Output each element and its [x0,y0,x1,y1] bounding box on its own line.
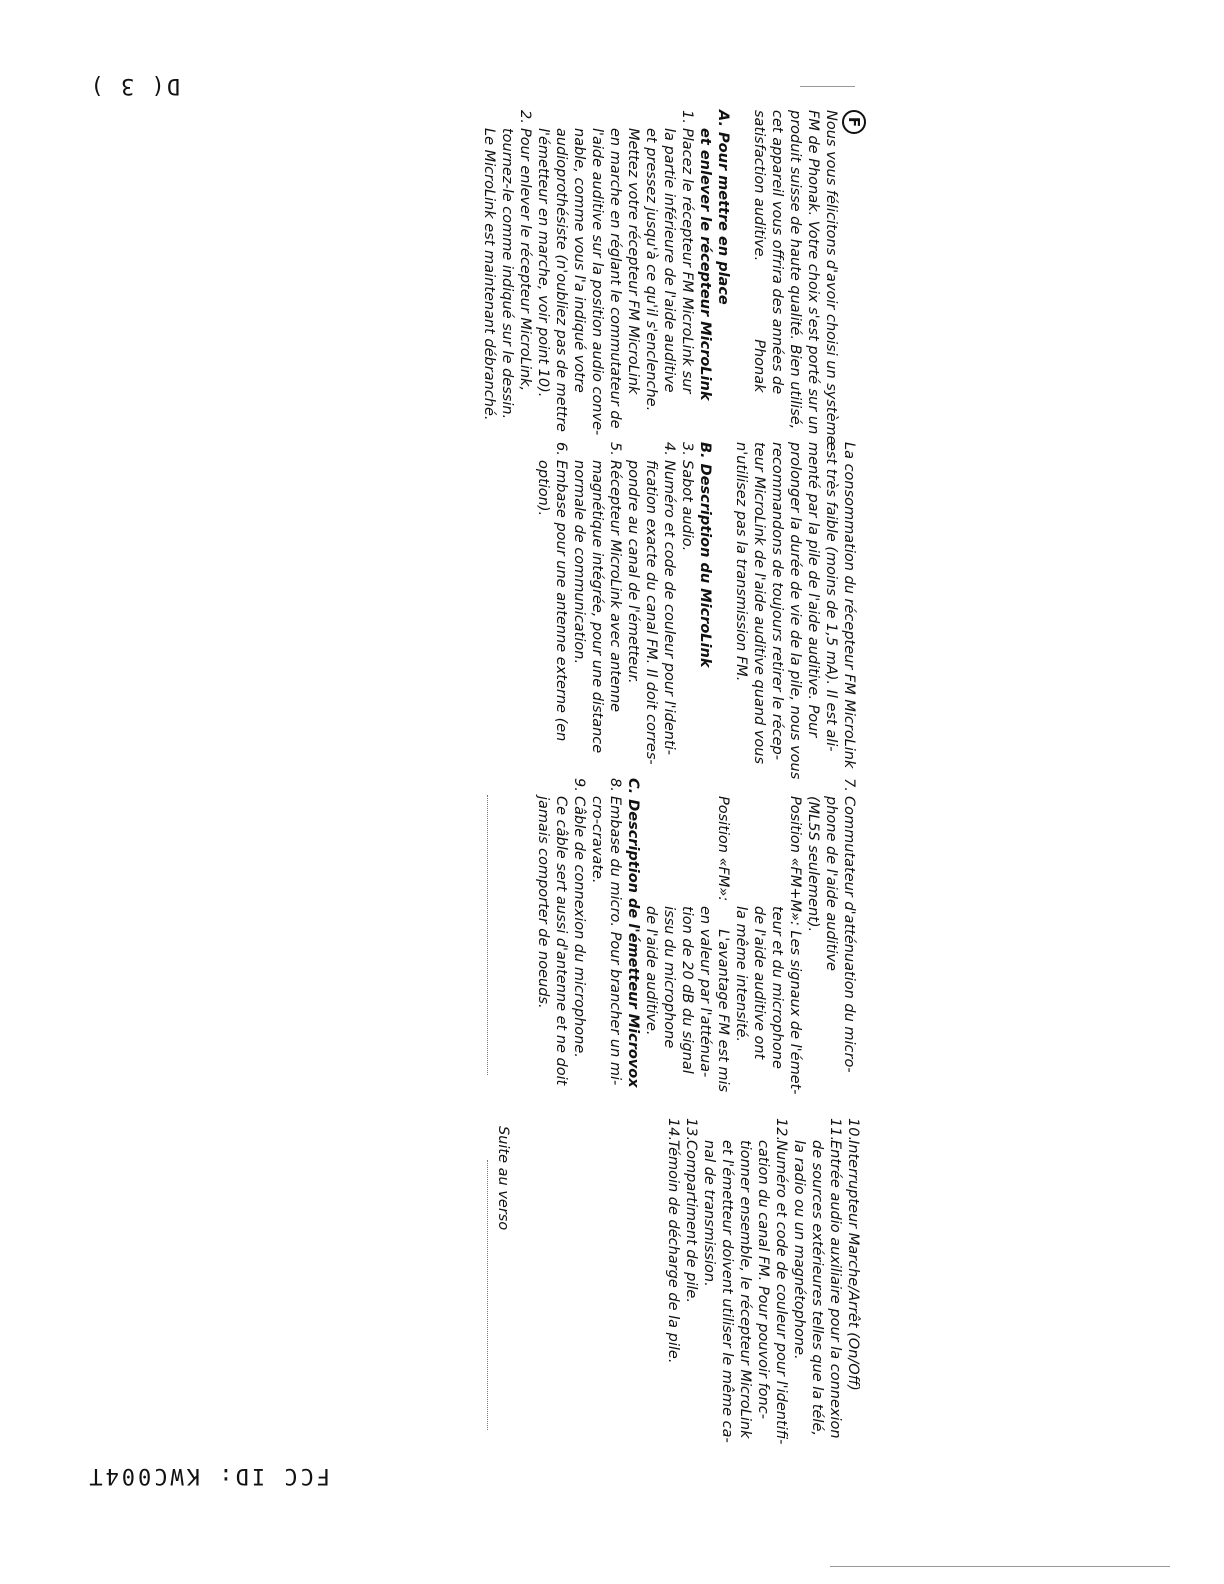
item-9-line: 9.Câble de connexion du microphone. [571,778,587,1058]
item-6-line: 6.Embase pour une antenne externe (en [553,442,569,742]
column-description-b [534,442,858,780]
item-2-line: tournez-le comme indiqué sur le dessin. [499,128,515,420]
item-2-line: Le MicroLink est maintenant débranché. [481,128,497,421]
section-c-title: C. Description de l'émetteur Microvox [625,778,641,1088]
page-marker: D( 3 ) [88,73,180,98]
item-11-line: la radio ou un magnétophone. [791,1140,807,1360]
item-1-line: Mettez votre récepteur FM MicroLink [625,128,641,395]
item-13-line: 13.Compartiment de pile. [683,1118,699,1303]
fcc-id-label: FCC ID: KWC004T [86,1463,330,1488]
item-2-line: 2.Pour enlever le récepteur MicroLink, [517,110,533,392]
item-1-line: nable, comme vous l'a indiqué votre [571,128,587,393]
item-1-line: l'émetteur en marche, voir point 10). [535,128,551,398]
french-language-badge: F [842,110,866,134]
continued-note: Suite au verso [495,1126,511,1231]
fm-position: Position «FM»:L'avantage FM est mis [715,796,731,1093]
item-3-line: 3.Sabot audio. [679,442,695,552]
item-6-line: option). [535,460,551,517]
fmm-line: teur et du microphone [769,906,785,1069]
consumption-line: menté par la pile de l'aide auditive. Pour [805,442,821,738]
item-9-line: jamais comporter de noeuds. [535,796,551,1009]
item-9-line: Ce câble sert aussi d'antenne et ne doit [553,796,569,1086]
item-8-line: cro-cravate. [589,796,605,884]
scan-line-bottom [830,1566,1170,1567]
fm-line: de l'aide auditive. [643,906,659,1036]
item-12-line: 12.Numéro et code de couleur pour l'identifi- [773,1118,789,1445]
item-10-line: 10.Interrupteur Marche/Arrêt (On/Off) [845,1118,861,1391]
consumption-line: La consommation du récepteur FM MicroLink [841,442,857,769]
item-4-line: fication exacte du canal FM. Il doit corres- [643,460,659,765]
section-b-title: B. Description du MicroLink [697,442,713,668]
item-1-line: en marche en réglant le commutateur de [607,128,623,429]
intro-line: FM de Phonak. Votre choix s'est porté sur un [805,110,821,435]
dotted-guide-1 [487,795,488,1075]
intro-line: Nous vous félicitons d'avoir choisi un système [823,110,839,445]
fmm-label: Position «FM+M»: [787,796,803,926]
item-1-line: audioprothésiste (n'oubliez pas de mettre [553,128,569,432]
fm-line: en valeur par l'atténua- [697,906,713,1078]
item-1-line: et pressez jusqu'à ce qu'il s'enclenche. [643,128,659,412]
item-4-line: 4.Numéro et code de couleur pour l'identi- [661,442,677,755]
consumption-line: recommandons de toujours retirer le récep- [769,442,785,760]
fm-label: Position «FM»: [715,796,731,902]
item-12-line: et l'émetteur doivent utiliser le même ca- [719,1140,735,1443]
item-7-line: (ML5S seulement). [805,796,821,933]
item-12-line: nal de transmission. [701,1140,717,1287]
item-8-line: 8.Embase du micro. Pour brancher un mi- [607,778,623,1086]
item-14-line: 14.Témoin de décharge de la pile. [665,1118,681,1364]
consumption-line: est très faible (moins de 1,5 mA). Il est ali- [823,442,839,752]
fmm-position: Position «FM+M»: Les signaux de l'émet- [787,796,803,1095]
intro-line: produit suisse de haute qualité. Bien utilisé, [787,110,803,430]
consumption-line: n'utilisez pas la transmission FM. [733,442,749,682]
intro-line [750,110,768,410]
item-11-line: 11.Entrée audio auxiliaire pour la connexion [827,1118,843,1439]
section-a-title: A. Pour mettre en place [715,110,731,305]
item-7-line: 7.Commutateur d'atténuation du micro- [841,778,857,1073]
item-5-line: normale de communication. [571,460,587,665]
item-12-line: cation du canal FM. Pour pouvoir fonc- [755,1140,771,1419]
item-7-line: phone de l'aide auditive [823,796,839,971]
signature: Phonak [751,339,767,393]
column-intro [480,110,866,445]
section-a-title-cont: et enlever le récepteur MicroLink [697,128,713,401]
fm-line: tion de 20 dB du signal [679,906,695,1074]
item-11-line: de sources extérieures telles que la télé, [809,1140,825,1436]
fmm-line: de l'aide auditive ont [751,906,767,1060]
consumption-line: teur MicroLink de l'aide auditive quand vous [751,442,767,765]
intro-line: cet appareil vous offrira des années de [769,110,785,395]
intro-line-text: satisfaction auditive. [751,110,767,262]
item-1-line: la partie inférieure de l'aide auditive [661,128,677,393]
item-12-line: tionner ensemble, le récepteur MicroLink [737,1140,753,1439]
dotted-guide-2 [487,1160,488,1430]
scan-line-top [800,86,855,87]
fm-line: issu du microphone [661,906,677,1049]
item-5-line: 5.Récepteur MicroLink avec antenne [607,442,623,713]
column-description-cont [664,1118,862,1445]
item-1-line: l'aide auditive sur la position audio conve- [589,128,605,436]
column-description-c [534,778,858,1095]
consumption-line: prolonger la durée de vie de la pile, nous vous [787,442,803,780]
item-1-line: 1.Placez le récepteur FM MicroLink sur [679,110,695,394]
fmm-line: la même intensité. [733,906,749,1043]
item-4-line: pondre au canal de l'émetteur. [625,460,641,684]
item-5-line: magnétique intégrée, pour une distance [589,460,605,754]
